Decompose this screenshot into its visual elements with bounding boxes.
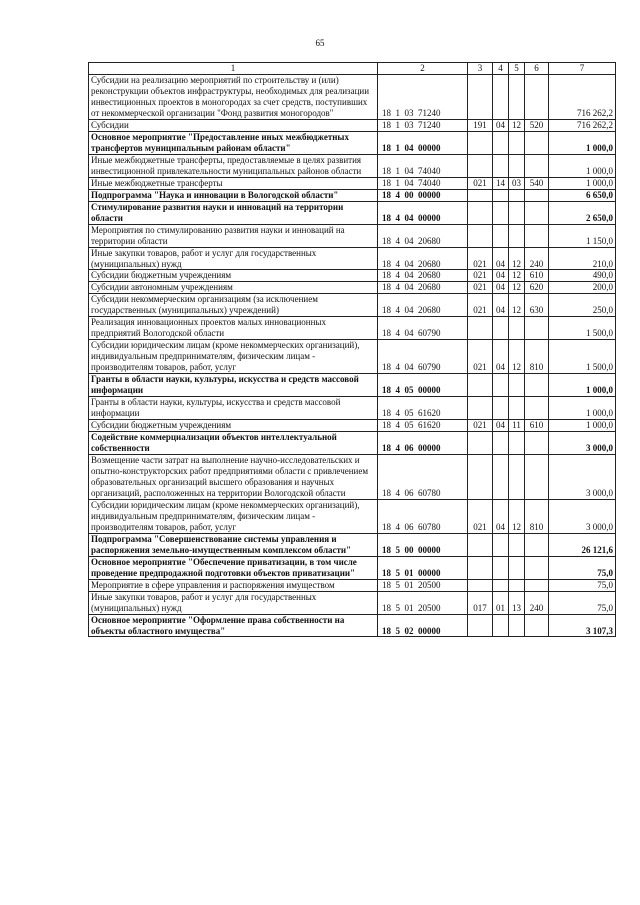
table-row bbox=[89, 340, 616, 374]
section-cell bbox=[493, 454, 509, 499]
column-header: 2 bbox=[378, 63, 468, 75]
target-article-cell: 18 5 01 20500 bbox=[378, 579, 468, 591]
section-cell: 04 bbox=[493, 282, 509, 294]
subsection-cell: 12 bbox=[509, 499, 525, 533]
expense-type-cell: 620 bbox=[525, 282, 549, 294]
target-article-cell: 18 4 04 00000 bbox=[378, 201, 468, 224]
budget-table bbox=[88, 62, 616, 637]
table-row bbox=[89, 397, 616, 420]
table-row bbox=[89, 533, 616, 556]
section-cell bbox=[493, 201, 509, 224]
target-article-cell: 18 1 04 74040 bbox=[378, 177, 468, 189]
table-row bbox=[89, 201, 616, 224]
expense-type-cell: 810 bbox=[525, 340, 549, 374]
row-name-cell: Мероприятие в сфере управления и распоряжения имуществом bbox=[89, 579, 378, 591]
column-header: 1 bbox=[89, 63, 378, 75]
expense-type-cell bbox=[525, 374, 549, 397]
section-cell: 14 bbox=[493, 177, 509, 189]
expense-type-cell bbox=[525, 131, 549, 154]
subsection-cell bbox=[509, 317, 525, 340]
subsection-cell: 12 bbox=[509, 247, 525, 270]
amount-cell: 1 500,0 bbox=[549, 317, 616, 340]
table-row bbox=[89, 119, 616, 131]
agency-code-cell: 021 bbox=[468, 294, 493, 317]
agency-code-cell: 021 bbox=[468, 499, 493, 533]
expense-type-cell bbox=[525, 556, 549, 579]
agency-code-cell: 017 bbox=[468, 591, 493, 614]
section-cell bbox=[493, 556, 509, 579]
target-article-cell: 18 4 05 00000 bbox=[378, 374, 468, 397]
row-name-cell: Субсидии на реализацию мероприятий по строительству и (или) реконструкции объектов инфраструктуры, необходимых для реализации инвестиционных проектов в моногородах за счет средств, поступивших от некоммерческой организации "Фонд развития моногородов" bbox=[89, 75, 378, 120]
section-cell bbox=[493, 154, 509, 177]
table-row bbox=[89, 177, 616, 189]
section-cell bbox=[493, 579, 509, 591]
target-article-cell: 18 4 05 61620 bbox=[378, 420, 468, 432]
expense-type-cell bbox=[525, 533, 549, 556]
expense-type-cell bbox=[525, 397, 549, 420]
row-name-cell: Подпрограмма "Совершенствование системы управления и распоряжения земельно-имущественным комплексом области" bbox=[89, 533, 378, 556]
amount-cell: 210,0 bbox=[549, 247, 616, 270]
amount-cell: 75,0 bbox=[549, 591, 616, 614]
subsection-cell bbox=[509, 224, 525, 247]
amount-cell: 2 650,0 bbox=[549, 201, 616, 224]
row-name-cell: Иные закупки товаров, работ и услуг для государственных (муниципальных) нужд bbox=[89, 591, 378, 614]
amount-cell: 1 000,0 bbox=[549, 154, 616, 177]
amount-cell: 716 262,2 bbox=[549, 75, 616, 120]
amount-cell: 1 150,0 bbox=[549, 224, 616, 247]
agency-code-cell bbox=[468, 432, 493, 455]
amount-cell: 3 000,0 bbox=[549, 432, 616, 455]
subsection-cell: 13 bbox=[509, 591, 525, 614]
expense-type-cell bbox=[525, 579, 549, 591]
section-cell bbox=[493, 397, 509, 420]
section-cell: 04 bbox=[493, 247, 509, 270]
row-name-cell: Иные межбюджетные трансферты bbox=[89, 177, 378, 189]
table-row bbox=[89, 317, 616, 340]
row-name-cell: Основное мероприятие "Обеспечение приватизации, в том числе проведение предпродажной подготовки объектов приватизации" bbox=[89, 556, 378, 579]
column-header: 7 bbox=[549, 63, 616, 75]
expense-type-cell bbox=[525, 454, 549, 499]
table-row bbox=[89, 454, 616, 499]
agency-code-cell bbox=[468, 533, 493, 556]
target-article-cell: 18 5 01 00000 bbox=[378, 556, 468, 579]
amount-cell: 6 650,0 bbox=[549, 189, 616, 201]
amount-cell: 26 121,6 bbox=[549, 533, 616, 556]
subsection-cell bbox=[509, 556, 525, 579]
expense-type-cell: 610 bbox=[525, 420, 549, 432]
target-article-cell: 18 4 05 61620 bbox=[378, 397, 468, 420]
amount-cell: 75,0 bbox=[549, 556, 616, 579]
row-name-cell: Гранты в области науки, культуры, искусства и средств массовой информации bbox=[89, 374, 378, 397]
agency-code-cell bbox=[468, 154, 493, 177]
expense-type-cell bbox=[525, 432, 549, 455]
agency-code-cell bbox=[468, 614, 493, 637]
row-name-cell: Стимулирование развития науки и инноваций на территории области bbox=[89, 201, 378, 224]
section-cell: 04 bbox=[493, 420, 509, 432]
agency-code-cell: 021 bbox=[468, 282, 493, 294]
section-cell bbox=[493, 432, 509, 455]
agency-code-cell bbox=[468, 454, 493, 499]
amount-cell: 1 000,0 bbox=[549, 374, 616, 397]
row-name-cell: Реализация инновационных проектов малых инновационных предприятий Вологодской области bbox=[89, 317, 378, 340]
expense-type-cell bbox=[525, 189, 549, 201]
row-name-cell: Гранты в области науки, культуры, искусства и средств массовой информации bbox=[89, 397, 378, 420]
target-article-cell: 18 4 04 20680 bbox=[378, 294, 468, 317]
agency-code-cell bbox=[468, 189, 493, 201]
target-article-cell: 18 5 02 00000 bbox=[378, 614, 468, 637]
expense-type-cell: 610 bbox=[525, 270, 549, 282]
column-header: 6 bbox=[525, 63, 549, 75]
row-name-cell: Субсидии юридическим лицам (кроме некоммерческих организаций), индивидуальным предпринимателям, физическим лицам - производителям товаров, работ, услуг bbox=[89, 340, 378, 374]
section-cell bbox=[493, 317, 509, 340]
amount-cell: 200,0 bbox=[549, 282, 616, 294]
amount-cell: 716 262,2 bbox=[549, 119, 616, 131]
section-cell bbox=[493, 131, 509, 154]
subsection-cell bbox=[509, 131, 525, 154]
target-article-cell: 18 5 01 20500 bbox=[378, 591, 468, 614]
column-header: 4 bbox=[493, 63, 509, 75]
expense-type-cell: 240 bbox=[525, 591, 549, 614]
target-article-cell: 18 4 04 20680 bbox=[378, 270, 468, 282]
row-name-cell: Субсидии некоммерческим организациям (за исключением государственных (муниципальных) учреждений) bbox=[89, 294, 378, 317]
subsection-cell bbox=[509, 432, 525, 455]
section-cell: 04 bbox=[493, 499, 509, 533]
agency-code-cell bbox=[468, 397, 493, 420]
amount-cell: 490,0 bbox=[549, 270, 616, 282]
table-row bbox=[89, 270, 616, 282]
target-article-cell: 18 1 04 00000 bbox=[378, 131, 468, 154]
column-header: 5 bbox=[509, 63, 525, 75]
table-row bbox=[89, 154, 616, 177]
subsection-cell bbox=[509, 533, 525, 556]
expense-type-cell: 540 bbox=[525, 177, 549, 189]
row-name-cell: Субсидии бюджетным учреждениям bbox=[89, 420, 378, 432]
table-row bbox=[89, 294, 616, 317]
section-cell: 04 bbox=[493, 340, 509, 374]
table-row bbox=[89, 189, 616, 201]
target-article-cell: 18 4 06 60780 bbox=[378, 454, 468, 499]
expense-type-cell: 630 bbox=[525, 294, 549, 317]
expense-type-cell bbox=[525, 317, 549, 340]
row-name-cell: Субсидии юридическим лицам (кроме некоммерческих организаций), индивидуальным предпринимателям, физическим лицам - производителям товаров, работ, услуг bbox=[89, 499, 378, 533]
target-article-cell: 18 4 00 00000 bbox=[378, 189, 468, 201]
table-row bbox=[89, 224, 616, 247]
subsection-cell bbox=[509, 579, 525, 591]
subsection-cell bbox=[509, 154, 525, 177]
row-name-cell: Основное мероприятие "Оформление права собственности на объекты областного имущества" bbox=[89, 614, 378, 637]
section-cell bbox=[493, 614, 509, 637]
expense-type-cell: 810 bbox=[525, 499, 549, 533]
subsection-cell bbox=[509, 201, 525, 224]
amount-cell: 3 000,0 bbox=[549, 454, 616, 499]
target-article-cell: 18 5 00 00000 bbox=[378, 533, 468, 556]
amount-cell: 1 000,0 bbox=[549, 131, 616, 154]
subsection-cell bbox=[509, 614, 525, 637]
amount-cell: 1 000,0 bbox=[549, 397, 616, 420]
row-name-cell: Подпрограмма "Наука и инновации в Вологодской области" bbox=[89, 189, 378, 201]
agency-code-cell: 021 bbox=[468, 270, 493, 282]
target-article-cell: 18 1 03 71240 bbox=[378, 119, 468, 131]
table-row bbox=[89, 131, 616, 154]
agency-code-cell: 021 bbox=[468, 177, 493, 189]
table-row bbox=[89, 374, 616, 397]
agency-code-cell bbox=[468, 75, 493, 120]
subsection-cell bbox=[509, 189, 525, 201]
agency-code-cell bbox=[468, 224, 493, 247]
table-row bbox=[89, 499, 616, 533]
table-row bbox=[89, 75, 616, 120]
agency-code-cell bbox=[468, 556, 493, 579]
table-row bbox=[89, 591, 616, 614]
page-number: 65 bbox=[315, 38, 325, 48]
table-row bbox=[89, 420, 616, 432]
subsection-cell bbox=[509, 75, 525, 120]
row-name-cell: Иные закупки товаров, работ и услуг для государственных (муниципальных) нужд bbox=[89, 247, 378, 270]
amount-cell: 1 000,0 bbox=[549, 177, 616, 189]
expense-type-cell bbox=[525, 154, 549, 177]
table-row bbox=[89, 432, 616, 455]
target-article-cell: 18 4 04 60790 bbox=[378, 340, 468, 374]
table-row bbox=[89, 282, 616, 294]
expense-type-cell bbox=[525, 614, 549, 637]
row-name-cell: Содействие коммерциализации объектов интеллектуальной собственности bbox=[89, 432, 378, 455]
subsection-cell bbox=[509, 454, 525, 499]
expense-type-cell bbox=[525, 224, 549, 247]
section-cell: 04 bbox=[493, 294, 509, 317]
target-article-cell: 18 4 04 20680 bbox=[378, 282, 468, 294]
expense-type-cell: 240 bbox=[525, 247, 549, 270]
agency-code-cell: 021 bbox=[468, 340, 493, 374]
column-header: 3 bbox=[468, 63, 493, 75]
table-row bbox=[89, 247, 616, 270]
section-cell bbox=[493, 75, 509, 120]
agency-code-cell bbox=[468, 201, 493, 224]
section-cell: 04 bbox=[493, 270, 509, 282]
target-article-cell: 18 4 06 60780 bbox=[378, 499, 468, 533]
amount-cell: 3 107,3 bbox=[549, 614, 616, 637]
section-cell bbox=[493, 224, 509, 247]
table-row bbox=[89, 579, 616, 591]
agency-code-cell: 021 bbox=[468, 247, 493, 270]
target-article-cell: 18 4 06 00000 bbox=[378, 432, 468, 455]
agency-code-cell: 021 bbox=[468, 420, 493, 432]
amount-cell: 75,0 bbox=[549, 579, 616, 591]
table-row bbox=[89, 614, 616, 637]
row-name-cell: Мероприятия по стимулированию развития науки и инноваций на территории области bbox=[89, 224, 378, 247]
section-cell bbox=[493, 374, 509, 397]
subsection-cell bbox=[509, 397, 525, 420]
subsection-cell: 12 bbox=[509, 294, 525, 317]
amount-cell: 1 500,0 bbox=[549, 340, 616, 374]
section-cell: 04 bbox=[493, 119, 509, 131]
expense-type-cell bbox=[525, 75, 549, 120]
section-cell bbox=[493, 189, 509, 201]
target-article-cell: 18 1 04 74040 bbox=[378, 154, 468, 177]
target-article-cell: 18 4 04 20680 bbox=[378, 224, 468, 247]
row-name-cell: Субсидии bbox=[89, 119, 378, 131]
amount-cell: 3 000,0 bbox=[549, 499, 616, 533]
subsection-cell: 12 bbox=[509, 119, 525, 131]
agency-code-cell bbox=[468, 317, 493, 340]
target-article-cell: 18 1 03 71240 bbox=[378, 75, 468, 120]
agency-code-cell bbox=[468, 579, 493, 591]
agency-code-cell bbox=[468, 131, 493, 154]
header-row bbox=[89, 63, 616, 75]
agency-code-cell bbox=[468, 374, 493, 397]
subsection-cell bbox=[509, 374, 525, 397]
subsection-cell: 12 bbox=[509, 340, 525, 374]
subsection-cell: 12 bbox=[509, 270, 525, 282]
subsection-cell: 11 bbox=[509, 420, 525, 432]
agency-code-cell: 191 bbox=[468, 119, 493, 131]
row-name-cell: Субсидии автономным учреждениям bbox=[89, 282, 378, 294]
target-article-cell: 18 4 04 60790 bbox=[378, 317, 468, 340]
row-name-cell: Иные межбюджетные трансферты, предоставляемые в целях развития инвестиционной привлекательности муниципальных районов области bbox=[89, 154, 378, 177]
row-name-cell: Основное мероприятие "Предоставление иных межбюджетных трансфертов муниципальным районам области" bbox=[89, 131, 378, 154]
table-row bbox=[89, 556, 616, 579]
expense-type-cell bbox=[525, 201, 549, 224]
section-cell: 01 bbox=[493, 591, 509, 614]
amount-cell: 250,0 bbox=[549, 294, 616, 317]
section-cell bbox=[493, 533, 509, 556]
row-name-cell: Возмещение части затрат на выполнение научно-исследовательских и опытно-конструкторских работ предприятиями области с привлечением образовательных организаций высшего образования и научных организаций, расположенных на территории Вологодской области bbox=[89, 454, 378, 499]
target-article-cell: 18 4 04 20680 bbox=[378, 247, 468, 270]
subsection-cell: 03 bbox=[509, 177, 525, 189]
expense-type-cell: 520 bbox=[525, 119, 549, 131]
subsection-cell: 12 bbox=[509, 282, 525, 294]
amount-cell: 1 000,0 bbox=[549, 420, 616, 432]
row-name-cell: Субсидии бюджетным учреждениям bbox=[89, 270, 378, 282]
